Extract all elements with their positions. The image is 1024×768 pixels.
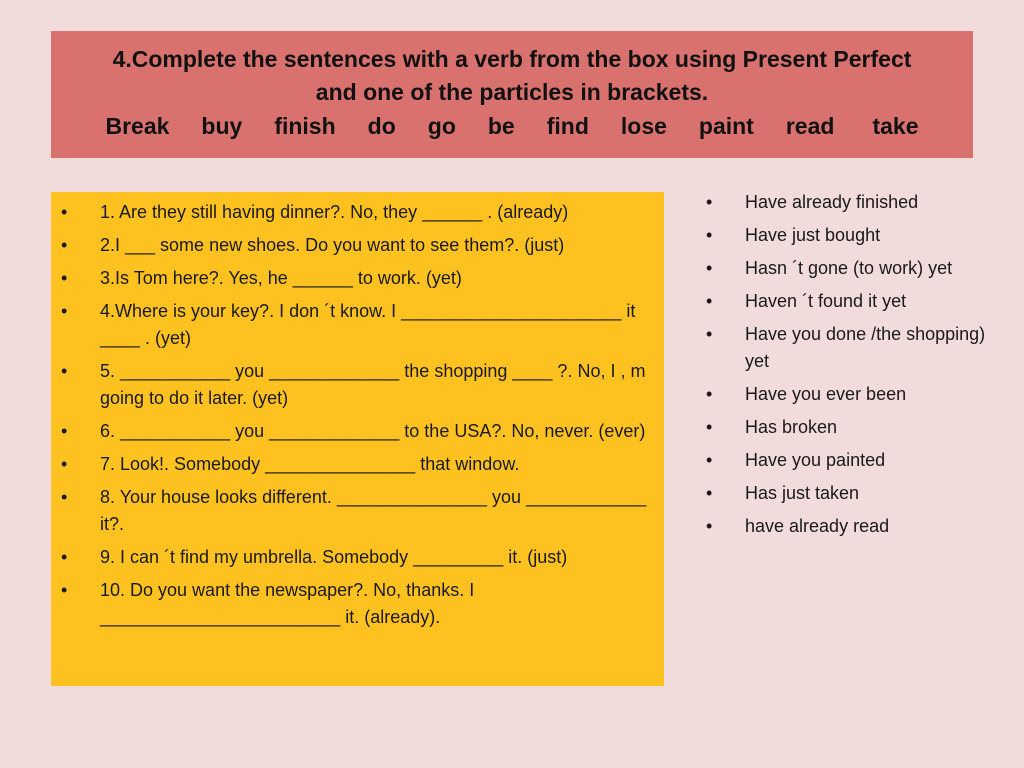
bullet-dot: • — [706, 516, 713, 536]
bullet-dot: • — [61, 235, 68, 255]
answer-text: Have just bought — [745, 225, 881, 245]
answer-list — [700, 189, 1000, 540]
verb-item: paint — [698, 113, 754, 139]
bullet-dot: • — [706, 450, 713, 470]
exercise-text: 8. Your house looks different. _______________ you ____________ it?. — [100, 487, 647, 534]
exercise-panel — [51, 192, 664, 686]
answer-item — [700, 288, 1000, 315]
verb-item: be — [487, 113, 515, 139]
bullet-dot: • — [61, 547, 68, 567]
exercise-text: 2.I ___ some new shoes. Do you want to see them?. (just) — [100, 235, 565, 255]
exercise-text: 10. Do you want the newspaper?. No, thanks. I ________________________ it. (already). — [100, 580, 475, 627]
bullet-dot: • — [61, 421, 68, 441]
verb-item: do — [367, 113, 396, 139]
verb-item: buy — [201, 113, 243, 139]
answer-item — [700, 321, 1000, 375]
exercise-item — [51, 544, 650, 571]
exercise-item — [51, 577, 650, 631]
verb-item: lose — [620, 113, 667, 139]
bullet-dot: • — [61, 454, 68, 474]
answer-item — [700, 255, 1000, 282]
answer-panel — [700, 189, 1000, 546]
answer-text: Have you done /the shopping) yet — [745, 324, 986, 371]
bullet-dot: • — [61, 361, 68, 381]
verb-item: go — [427, 113, 456, 139]
bullet-dot: • — [706, 192, 713, 212]
answer-text: Have already finished — [745, 192, 919, 212]
verb-item: Break — [105, 113, 170, 139]
instruction-line-1: 4.Complete the sentences with a verb from the box using Present Perfect — [112, 46, 912, 72]
bullet-dot: • — [61, 487, 68, 507]
answer-text: Has just taken — [745, 483, 860, 503]
bullet-dot: • — [706, 384, 713, 404]
bullet-dot: • — [706, 291, 713, 311]
verb-box — [51, 109, 973, 144]
answer-item — [700, 189, 1000, 216]
exercise-text: 9. I can ´t find my umbrella. Somebody _________ it. (just) — [100, 547, 568, 567]
exercise-item — [51, 358, 650, 412]
instruction-line-2: and one of the particles in brackets. — [315, 79, 709, 105]
exercise-text: 5. ___________ you _____________ the shopping ____ ?. No, I , m going to do it later. (yet) — [100, 361, 646, 408]
exercise-text: 7. Look!. Somebody _______________ that window. — [100, 454, 520, 474]
answer-item — [700, 513, 1000, 540]
bullet-dot: • — [706, 258, 713, 278]
bullet-dot: • — [61, 301, 68, 321]
bullet-dot: • — [706, 483, 713, 503]
verb-item: take — [872, 113, 919, 139]
exercise-item — [51, 265, 650, 292]
exercise-text: 4.Where is your key?. I don ´t know. I ______________________ it ____ . (yet) — [100, 301, 636, 348]
bullet-dot: • — [706, 225, 713, 245]
answer-item — [700, 414, 1000, 441]
exercise-item — [51, 484, 650, 538]
exercise-text: 1. Are they still having dinner?. No, they ______ . (already) — [100, 202, 569, 222]
bullet-dot: • — [706, 417, 713, 437]
verb-item: finish — [274, 113, 336, 139]
exercise-text: 6. ___________ you _____________ to the USA?. No, never. (ever) — [100, 421, 646, 441]
exercise-item — [51, 298, 650, 352]
answer-item — [700, 480, 1000, 507]
answer-item — [700, 447, 1000, 474]
bullet-dot: • — [61, 202, 68, 222]
answer-text: Have you ever been — [745, 384, 907, 404]
verb-item: find — [546, 113, 589, 139]
exercise-item — [51, 199, 650, 226]
exercise-item — [51, 451, 650, 478]
bullet-dot: • — [706, 324, 713, 344]
answer-text: Have you painted — [745, 450, 886, 470]
answer-text: Has broken — [745, 417, 838, 437]
bullet-dot: • — [61, 580, 68, 600]
exercise-item — [51, 418, 650, 445]
verb-item: read — [785, 113, 835, 139]
answer-text: have already read — [745, 516, 890, 536]
answer-text: Hasn ´t gone (to work) yet — [745, 258, 953, 278]
exercise-text: 3.Is Tom here?. Yes, he ______ to work. (yet) — [100, 268, 462, 288]
bullet-dot: • — [61, 268, 68, 288]
instruction-header — [51, 31, 973, 158]
exercise-item — [51, 232, 650, 259]
exercise-list — [51, 199, 650, 631]
answer-item — [700, 222, 1000, 249]
answer-text: Haven ´t found it yet — [745, 291, 907, 311]
answer-item — [700, 381, 1000, 408]
